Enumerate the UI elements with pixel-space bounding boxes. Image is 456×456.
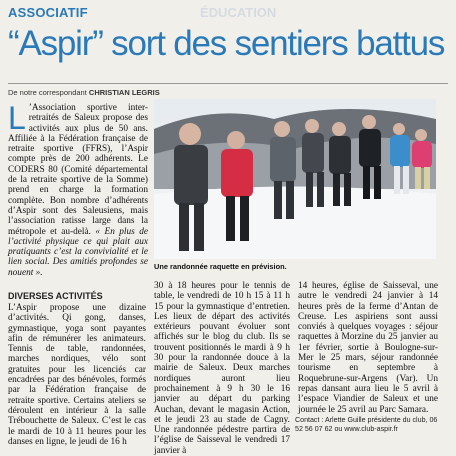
body-text-3: 14 heures, église de Saisseval, une autre le vendredi 24 janvier à 14 heures près de la ferme d’Antan de Creuse. Les aspiriens sont aussi conviés à quelques voyages : séjour raquettes à Morzine du 25 janvier au 1er février, sortie à Boulogne-sur-Mer le 25 mars, séjour randonnée tourisme en septembre à Roquebrune-sur-Argens (Var). Un repas dansant aura lieu le 5 avril à l’espace Viandier de Saleux et une journée le 25 avril au Parc Samara. [298, 281, 438, 415]
byline-author: CHRISTIAN LEGRIS [88, 88, 160, 97]
body-text-2: 30 à 18 heures pour le tennis de table, le vendredi de 10 h 15 à 11 h 15 pour la gymnastique d’entretien. Les lieux de départ des activités extérieurs pouvant évoluer sont affichés sur le blog du club. Ils se trouvent positionnés le mardi à 9 h 30 pour la randonnée douce à la mairie de Saleux. Deux marches nordiques auront lieu prochainement à 9 h 30 le 16 janvier au départ du parking Auchan, devant le magasin Action, et le jeudi 23 au stade de Cagny. Une randonnée pédestre partira de l’église de Saisseval le vendredi 17 janvier à [154, 281, 290, 456]
drop-cap: L [8, 100, 26, 136]
body-column-3 [298, 281, 438, 415]
photo-caption: Une randonnée raquette en prévision. [154, 262, 287, 271]
body-text-1: L’Aspir propose une dizaine d’activités. Qi gong, danses, gymnastique, yoga sont payantes afin de rémunérer les animateurs. Tennis de table, randonnées, marches nordiques, vélo sont gratuites pour les licenciés car encadrées par des bénévoles, formés par la Fédération française de retraite sportive. Certains ateliers se déroulent en intérieur à la salle Trébouchette de Saleux. C’est le cas le mardi de 10 à 11 heures pour les danses en ligne, le jeudi de 16 h [8, 303, 146, 447]
byline [8, 88, 438, 97]
byline-prefix: De notre correspondant [8, 88, 87, 97]
intro-column [8, 100, 148, 278]
body-column-2 [154, 281, 290, 456]
section-tag: ASSOCIATIF [8, 5, 88, 20]
body-column-1 [8, 303, 146, 447]
contact-signature: Contact : Arlette Guille présidente du club, 06 52 56 07 62 ou www.club-aspir.fr [295, 416, 438, 433]
intro-text: ’Association sportive inter-retraités de Saleux propose des activités aux plus de 50 ans. Affiliée à la Fédération française de retraite sportive (FFRS), l’Aspir compte près de 200 adhérents. Le CODERS 80 (Comité départemental de la retraite sportive de la Somme) prend en charge la formation complète. Bon nombre d’adhérents d’Aspir sont des Saleusiens, mais l’association ratisse large dans la métropole et au-delà. [8, 103, 148, 237]
faded-section-header: ÉDUCATION [200, 5, 277, 20]
snowshoe-hikers-illustration [154, 99, 436, 259]
article-photo [154, 99, 436, 259]
intro-quote: « En plus de l’activité physique ce qui plait aux pratiquants c’est la convivialité et le lien social. Des amitiés profondes se nouent ». [8, 226, 148, 278]
section-subhead: DIVERSES ACTIVITÉS [8, 291, 103, 301]
title-rule [8, 83, 448, 84]
article-title: “Aspir” sort des sentiers battus [8, 24, 445, 63]
